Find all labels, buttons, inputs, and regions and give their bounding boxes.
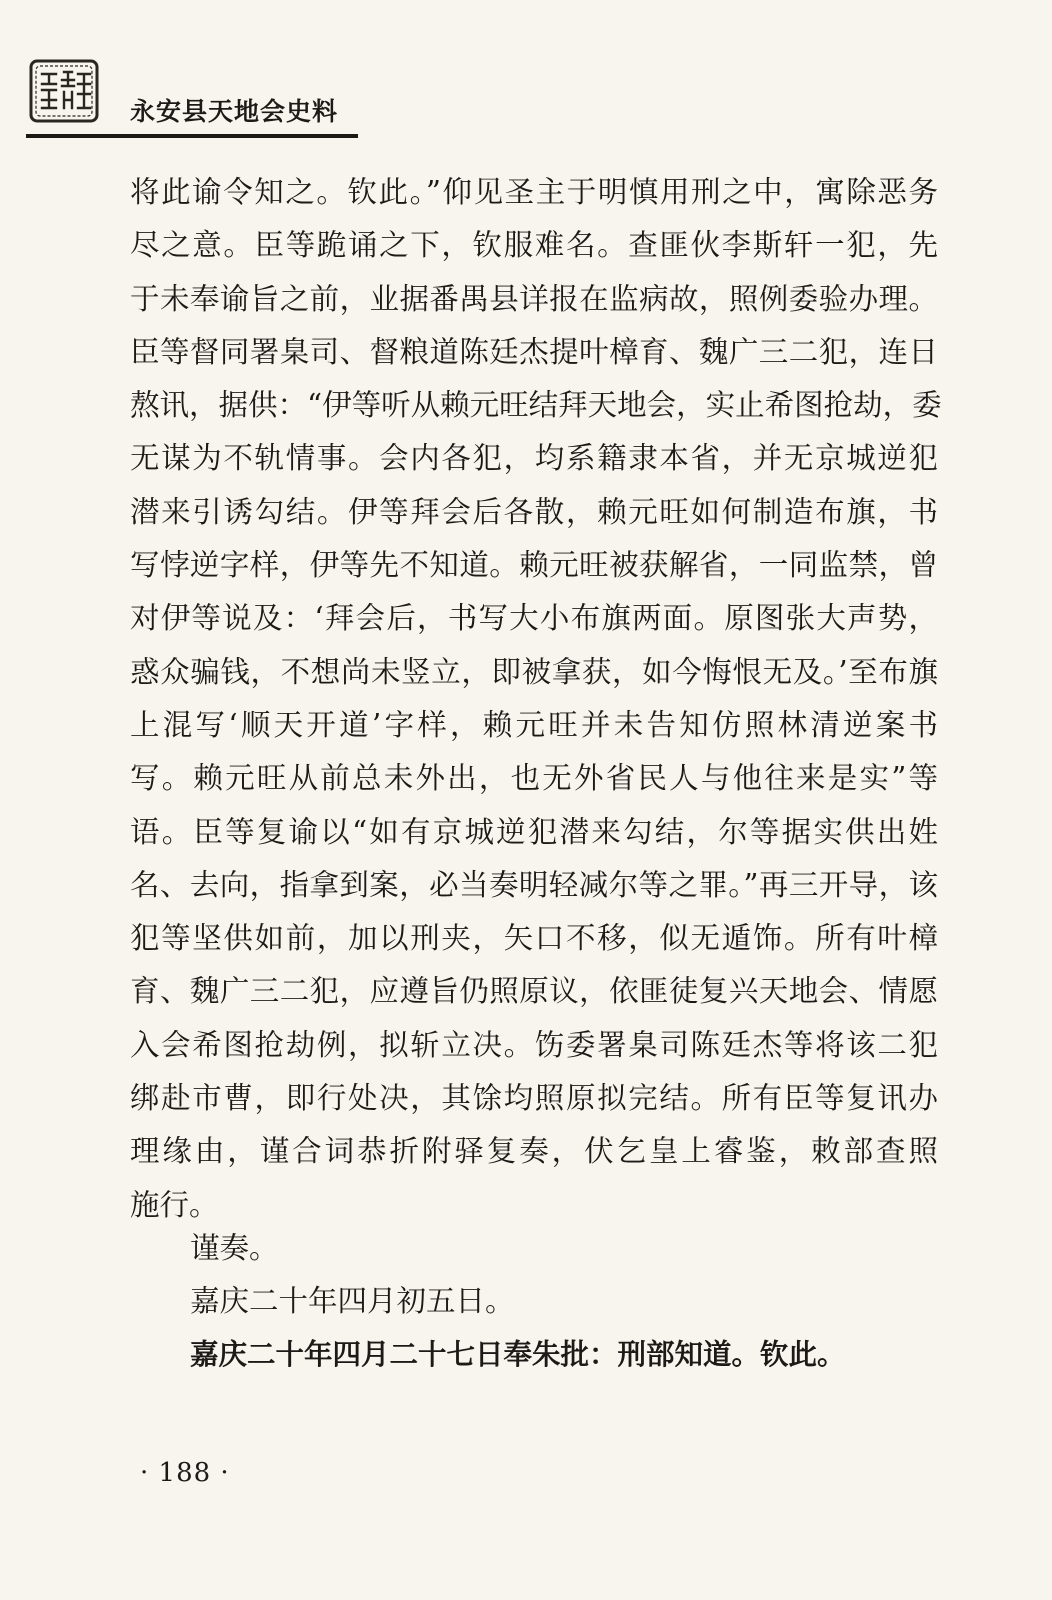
text-line: 熬讯，据供：“伊等听从赖元旺结拜天地会，实止希图抢劫，委 bbox=[130, 388, 942, 423]
text-line: 绑赴市曹，即行处决，其馀均照原拟完结。所有臣等复讯办 bbox=[130, 1081, 938, 1116]
running-title: 永安县天地会史料 bbox=[130, 97, 339, 126]
text-line: 上混写‘顺天开道’字样，赖元旺并未告知仿照林清逆案书 bbox=[130, 707, 938, 742]
text-line: 育、魏广三二犯，应遵旨仍照原议，依匪徒复兴天地会、情愿 bbox=[130, 974, 938, 1009]
text-line: 施行。 bbox=[130, 1187, 219, 1222]
text-line: 尽之意。臣等跪诵之下，钦服难名。查匪伙李斯轩一犯，先 bbox=[130, 228, 938, 263]
text-line: 对伊等说及：‘拜会后，书写大小布旗两面。原图张大声势， bbox=[130, 601, 938, 636]
text-line: 潜来引诱勾结。伊等拜会后各散，赖元旺如何制造布旗，书 bbox=[130, 494, 938, 529]
imperial-rescript: 嘉庆二十年四月二十七日奉朱批：刑部知道。钦此。 bbox=[190, 1338, 846, 1371]
closing-date: 嘉庆二十年四月初五日。 bbox=[190, 1284, 515, 1318]
text-line: 犯等坚供如前，加以刑夹，矢口不移，似无遁饰。所有叶樟 bbox=[130, 921, 938, 956]
seal-logo-icon bbox=[28, 58, 100, 124]
body-text bbox=[130, 166, 942, 1232]
text-line: 无谋为不轨情事。会内各犯，均系籍隶本省，并无京城逆犯 bbox=[130, 441, 938, 476]
text-line: 将此谕令知之。钦此。”仰见圣主于明慎用刑之中，寓除恶务 bbox=[130, 175, 938, 209]
text-line: 理缘由，谨合词恭折附驿复奏，伏乞皇上睿鉴，敕部查照 bbox=[130, 1134, 938, 1169]
text-line: 写悖逆字样，伊等先不知道。赖元旺被获解省，一同监禁，曾 bbox=[130, 548, 938, 583]
text-line: 臣等督同署臬司、督粮道陈廷杰提叶樟育、魏广三二犯，连日 bbox=[130, 334, 938, 369]
text-line: 惑众骗钱，不想尚未竖立，即被拿获，如今悔恨无及。’至布旗 bbox=[130, 654, 938, 689]
text-line: 入会希图抢劫例，拟斩立决。饬委署臬司陈廷杰等将该二犯 bbox=[130, 1027, 938, 1062]
closing-respectfully: 谨奏。 bbox=[190, 1231, 279, 1265]
text-line: 名、去向，指拿到案，必当奏明轻减尔等之罪。”再三开导，该 bbox=[130, 867, 938, 902]
page-number: · 188 · bbox=[140, 1458, 230, 1488]
text-line: 于未奉谕旨之前，业据番禺县详报在监病故，照例委验办理。 bbox=[130, 281, 938, 316]
text-line: 语。臣等复谕以“如有京城逆犯潜来勾结，尔等据实供出姓 bbox=[130, 814, 938, 849]
text-line: 写。赖元旺从前总未外出，也无外省民人与他往来是实”等 bbox=[130, 761, 938, 796]
header-rule bbox=[26, 134, 358, 138]
